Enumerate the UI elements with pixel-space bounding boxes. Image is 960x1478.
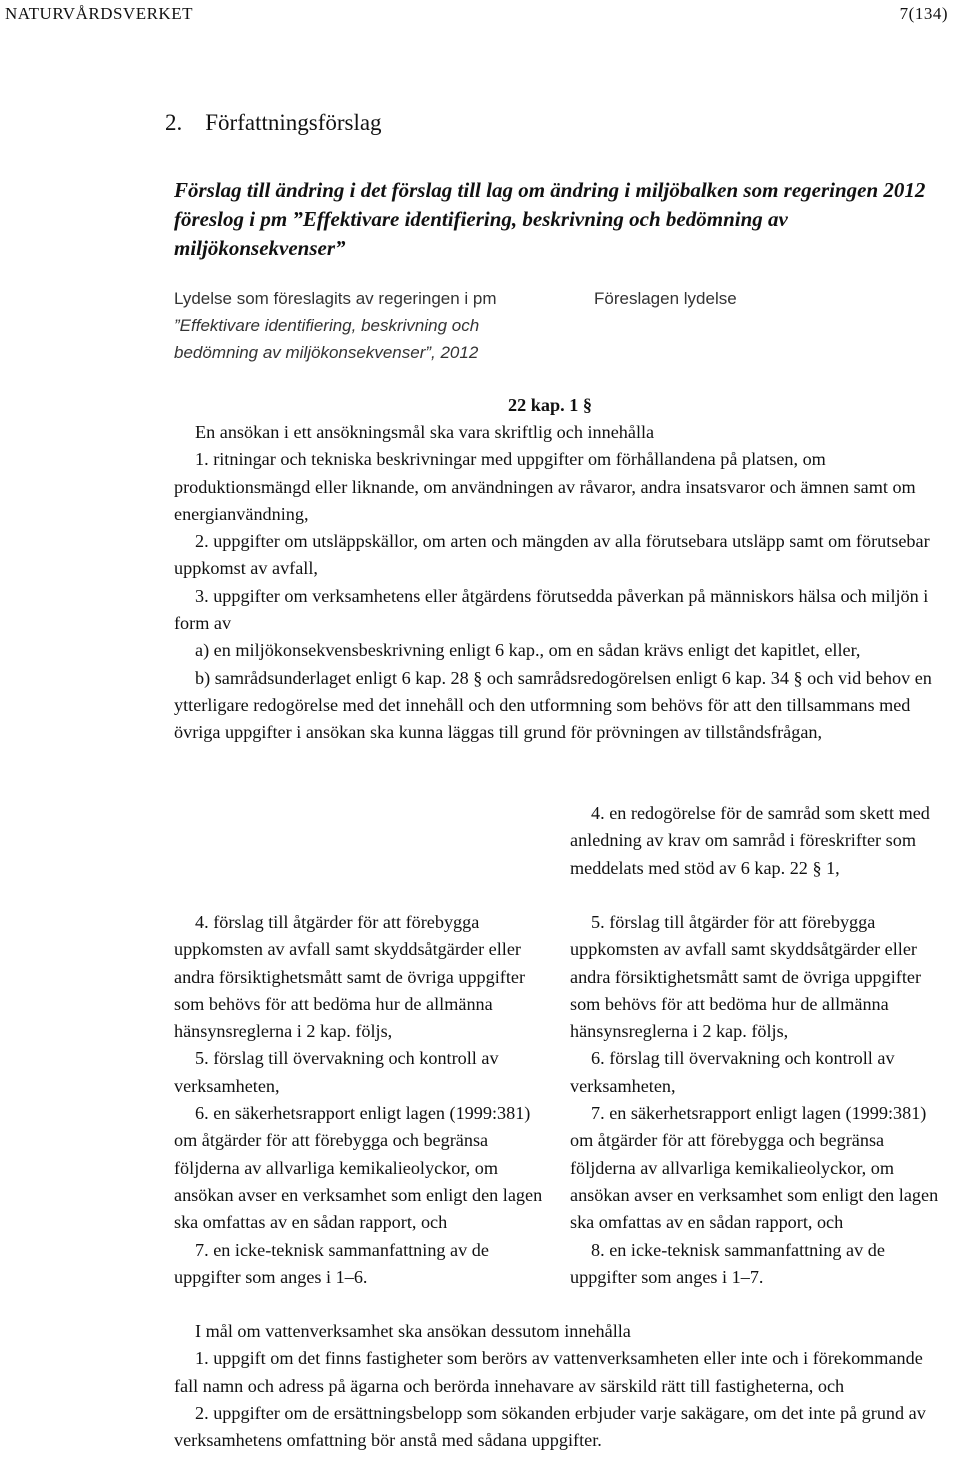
proposal-title: Förslag till ändring i det förslag till lag om ändring i miljöbalken som regeringen 2012 föreslog i pm ”Effektivare identifiering, beskrivning och bedömning av miljökonsekvenser” (174, 178, 926, 260)
right-item-5: 5. förslag till åtgärder för att förebygga uppkomsten av avfall samt skyddsåtgärder eller andra försiktighetsmått samt de övriga uppgifter som behövs för att bedöma hur de allmänna hänsynsreglerna i 2 kap. följs, (570, 912, 922, 1042)
left-item-4: 4. förslag till åtgärder för att förebygga uppkomsten av avfall samt skyddsåtgärder eller andra försiktighetsmått samt de övriga uppgifter som behövs för att bedöma hur de allmänna hänsynsreglerna i 2 kap. följs, (174, 912, 526, 1042)
left-item-5: 5. förslag till övervakning och kontroll av verksamheten, (174, 1048, 499, 1096)
item-3b-paragraph: b) samrådsunderlaget enligt 6 kap. 28 § och samrådsredogörelsen enligt 6 kap. 34 § och vid behov en ytterligare redogörelse med det innehåll och den utformning som behövs för att den tillsammans med övriga uppgifter i ansökan ska kunna läggas till grund för prövningen av tillståndsfrågan, (174, 667, 932, 743)
right-item-4-paragraph: 4. en redogörelse för de samråd som skett med anledning av krav om samråd i föreskrifter som meddelats med stöd av 6 kap. 22 § 1, (570, 803, 930, 878)
left-heading-line1: Lydelse som föreslagits av regeringen i pm (174, 289, 497, 308)
agency-name: NATURVÅRDSVERKET (5, 4, 193, 23)
right-new-item-4 (570, 800, 940, 882)
common-text (174, 419, 944, 747)
water-item-1: 1. uppgift om det finns fastigheter som berörs av vattenverksamheten eller inte och i förekommande fall namn och adress på ägarna och berörda innehavare av särskild rätt till fastigheterna, och (174, 1348, 923, 1396)
right-column-text (570, 909, 945, 1291)
water-intro: I mål om vattenverksamhet ska ansökan dessutom innehålla (195, 1321, 631, 1341)
item-2-paragraph: 2. uppgifter om utsläppskällor, om arten och mängden av alla förutsebara utsläpp samt om förutsebar uppkomst av avfall, (174, 531, 930, 579)
intro-paragraph: En ansökan i ett ansökningsmål ska vara skriftlig och innehålla (195, 422, 655, 442)
left-heading-line3: bedömning av miljökonsekvenser”, 2012 (174, 343, 479, 362)
chapter-reference: 22 kap. 1 § (508, 395, 592, 415)
water-item-2: 2. uppgifter om de ersättningsbelopp som sökanden erbjuder varje sakägare, om det inte på grund av verksamhetens omfattning bör anstå med sådana uppgifter. (174, 1402, 926, 1451)
item-3-paragraph: 3. uppgifter om verksamhetens eller åtgärdens förutsedda påverkan på människors hälsa och miljön i form av (174, 585, 929, 634)
section-heading: 2. Författningsförslag (165, 110, 382, 135)
right-column-heading: Föreslagen lydelse (594, 289, 737, 308)
left-column-text (174, 909, 549, 1291)
left-item-7: 7. en icke-teknisk sammanfattning av de uppgifter som anges i 1–6. (174, 1239, 489, 1287)
item-3a-paragraph: a) en miljökonsekvensbeskrivning enligt 6 kap., om en sådan krävs enligt det kapitlet, eller, (195, 640, 861, 661)
left-column-heading (174, 285, 564, 366)
page-number: 7(134) (899, 4, 948, 23)
right-item-7: 7. en säkerhetsrapport enligt lagen (1999:381) om åtgärder för att förebygga och begränsa följderna av allvarliga kemikalieolyckor, om ansökan avser en verksamhet som enligt den lagen ska omfattas av en sådan rapport, och (570, 1103, 939, 1233)
right-item-6: 6. förslag till övervakning och kontroll av verksamheten, (570, 1048, 895, 1096)
left-heading-line2: ”Effektivare identifiering, beskrivning och (174, 316, 480, 335)
water-operations-text (174, 1318, 944, 1454)
left-item-6: 6. en säkerhetsrapport enligt lagen (1999:381) om åtgärder för att förebygga och begränsa följderna av allvarliga kemikalieolyckor, om ansökan avser en verksamhet som enligt den lagen ska omfattas av en sådan rapport, och (174, 1103, 543, 1233)
item-1-paragraph: 1. ritningar och tekniska beskrivningar med uppgifter om förhållandena på platsen, om produktionsmängd eller liknande, om användningen av råvaror, andra insatsvaror och ämnen samt om energianvändning, (174, 449, 916, 524)
right-item-8: 8. en icke-teknisk sammanfattning av de uppgifter som anges i 1–7. (570, 1239, 885, 1287)
